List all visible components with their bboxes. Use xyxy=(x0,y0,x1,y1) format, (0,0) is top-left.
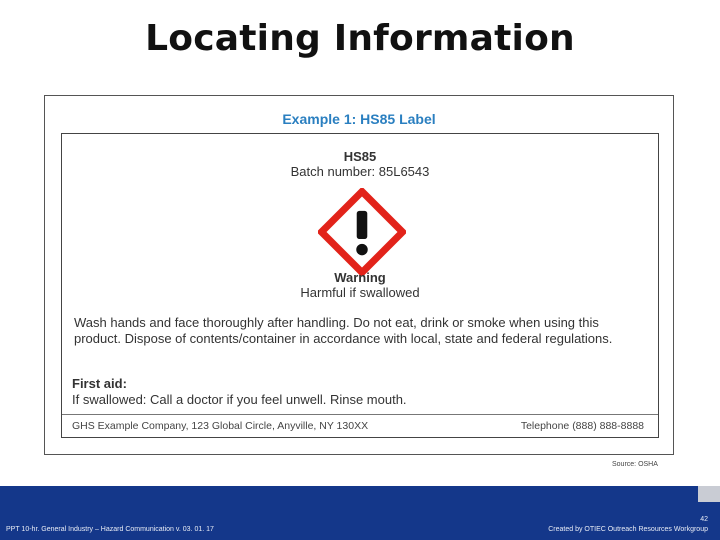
footer-corner xyxy=(698,486,720,502)
product-name: HS85 xyxy=(343,149,377,164)
exclamation-mark-hazard-icon xyxy=(318,188,406,276)
signal-word: Warning xyxy=(334,270,386,285)
first-aid-text: If swallowed: Call a doctor if you feel unwell. Rinse mouth. xyxy=(72,392,407,407)
exclamation-dot xyxy=(356,244,367,255)
company-info: GHS Example Company, 123 Global Circle, Anyville, NY 130XX xyxy=(72,420,369,432)
footer-course-title: PPT 10-hr. General Industry – Hazard Communication v. 03. 01. 17 xyxy=(6,526,214,533)
hazard-statement: Harmful if swallowed xyxy=(300,285,420,300)
example-title: Example 1: HS85 Label xyxy=(282,111,436,127)
first-aid-heading: First aid: xyxy=(72,376,127,391)
label-divider xyxy=(62,414,658,415)
precautionary-statement: Wash hands and face thoroughly after handling. Do not eat, drink or smoke when using this product. Dispose of contents/container in accordance with local, state and federal regulations. xyxy=(74,315,613,346)
telephone: Telephone (888) 888-8888 xyxy=(520,420,644,432)
label-figure xyxy=(44,95,674,455)
slide-title: Locating Information xyxy=(145,18,575,59)
batch-number: Batch number: 85L6543 xyxy=(290,164,430,179)
source-caption: Source: OSHA xyxy=(612,461,658,468)
hazard-label xyxy=(61,133,659,438)
page-number: 42 xyxy=(700,516,708,523)
footer-credit: Created by OTIEC Outreach Resources Workgroup xyxy=(548,526,708,533)
exclamation-bar xyxy=(357,211,368,239)
